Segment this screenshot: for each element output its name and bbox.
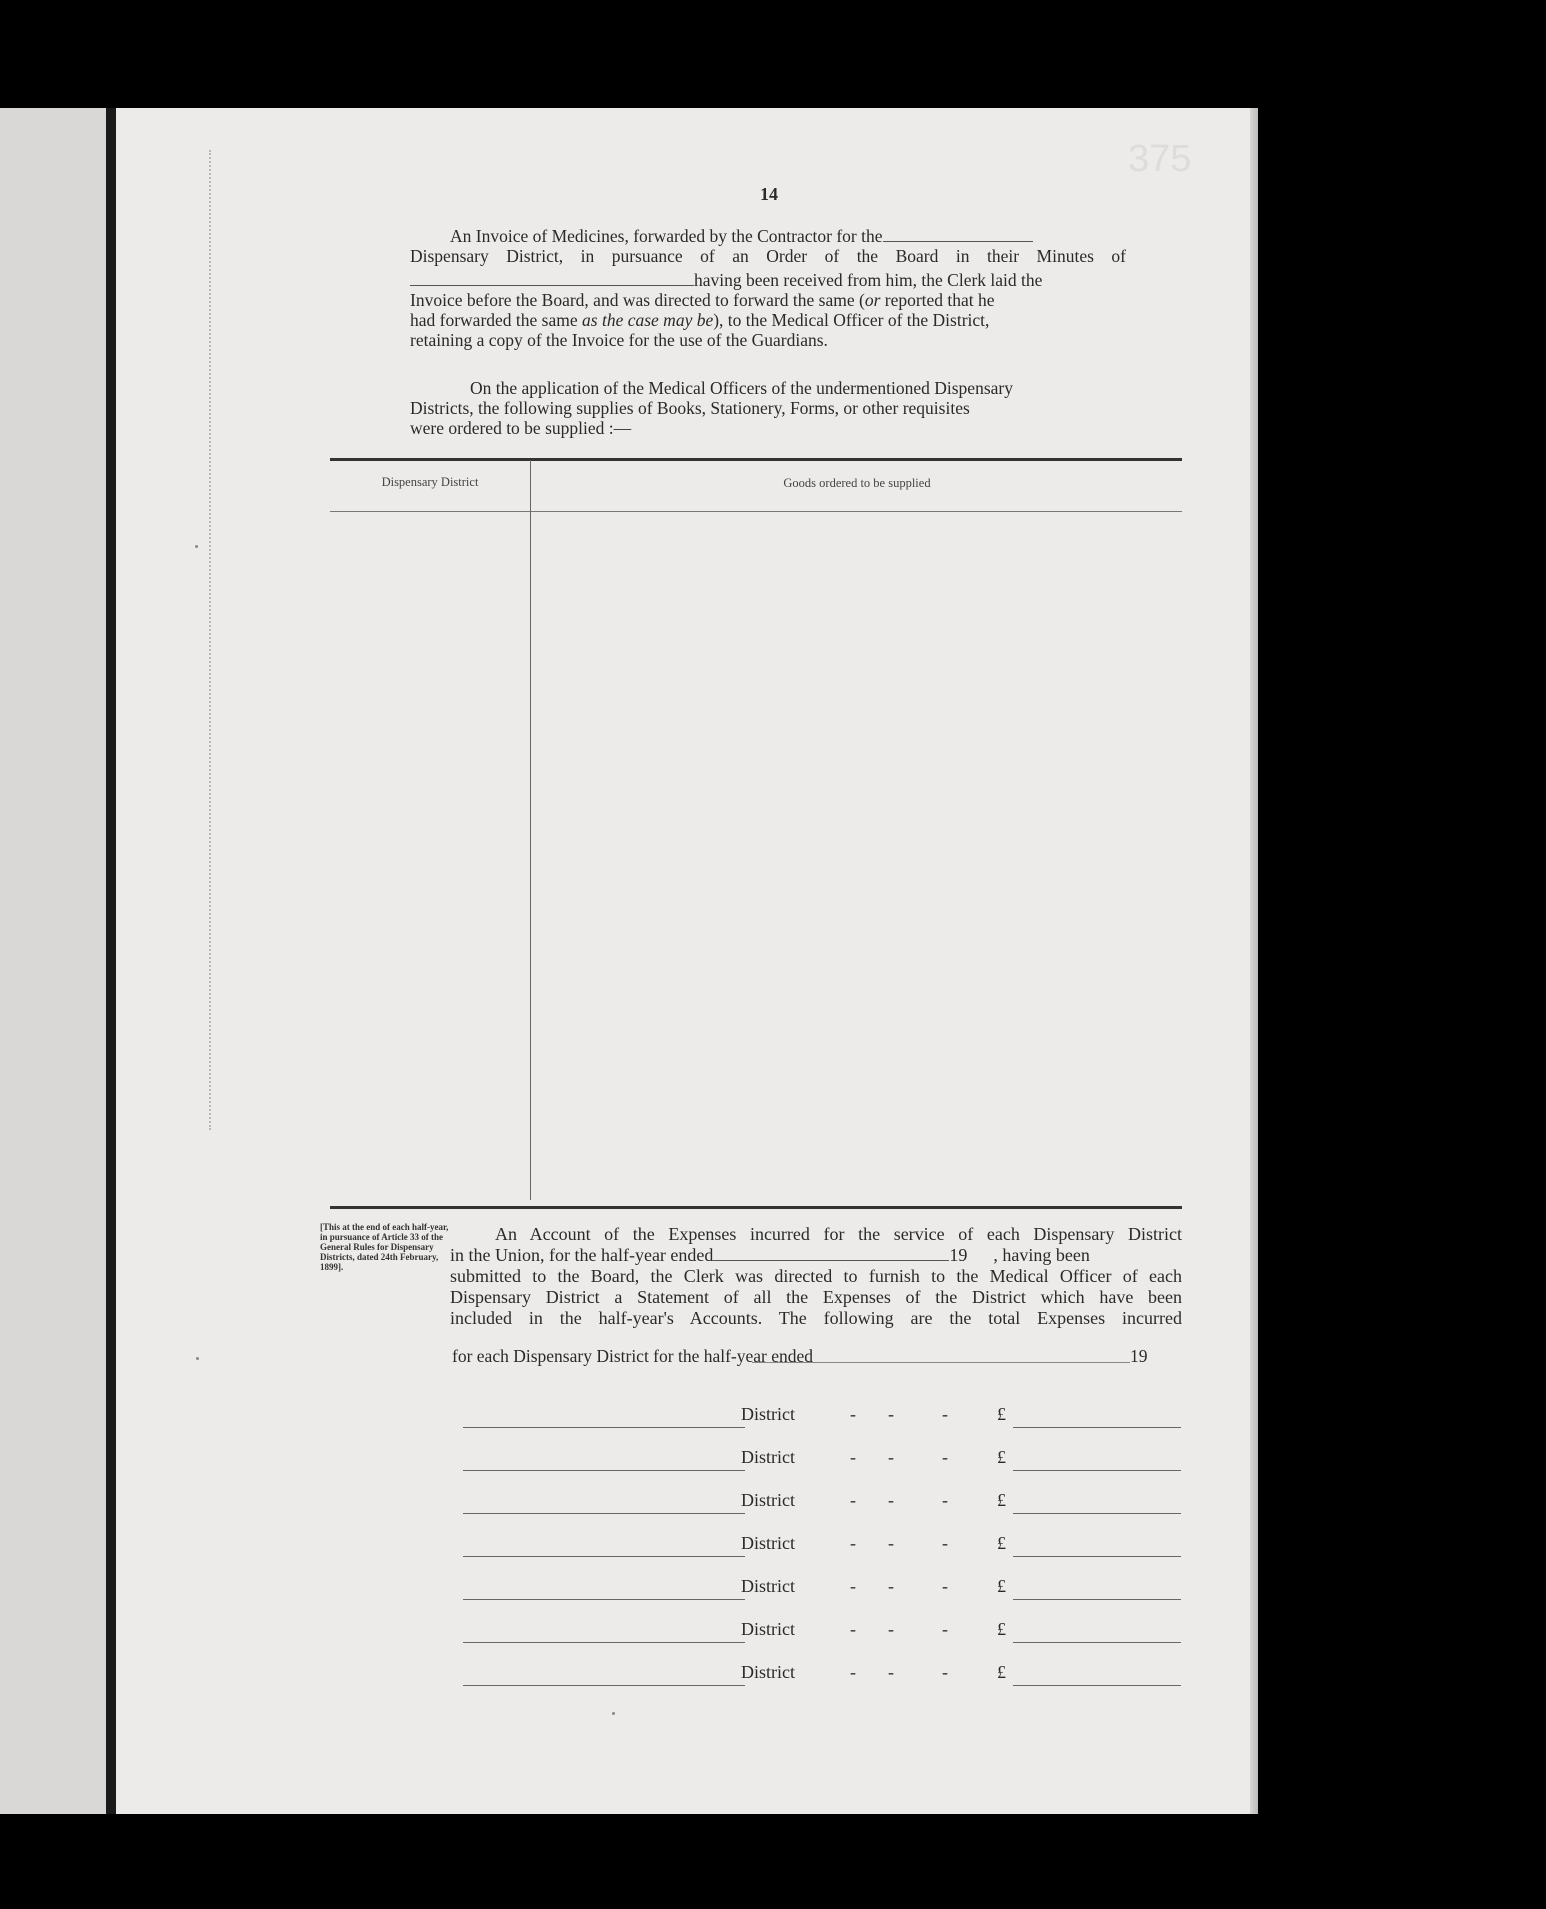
table-bottom-rule (330, 1206, 1182, 1209)
invoice-line-4a: Invoice before the Board, and was directed to forward the same ( (410, 290, 865, 310)
district-name-blank (463, 1470, 745, 1471)
invoice-line-2: Dispensary District, in pursuance of an Order of the Board in their Minutes of (410, 246, 1126, 266)
district-label: District (741, 1619, 795, 1639)
half-year-ended-blank-2 (752, 1362, 1130, 1363)
table-top-rule (330, 458, 1182, 461)
district-row (455, 1404, 1185, 1434)
account-line-1: An Account of the Expenses incurred for the service of each Dispensary District (495, 1224, 1182, 1244)
account-line-2a: in the Union, for the half-year ended (450, 1245, 714, 1265)
district-name-blank (463, 1599, 745, 1600)
amount-blank (1013, 1427, 1181, 1428)
leader-dash: - (850, 1404, 856, 1424)
table-column-divider (530, 460, 531, 1200)
minutes-date-blank (410, 271, 694, 286)
pound-sign: £ (997, 1404, 1006, 1424)
district-name-blank (463, 1556, 745, 1557)
pound-sign: £ (997, 1447, 1006, 1467)
perforation-line (209, 150, 211, 1130)
pound-sign: £ (997, 1576, 1006, 1596)
account-line-5: included in the half-year's Accounts. The following are the total Expenses incurred (450, 1308, 1182, 1328)
leader-dash: - (942, 1533, 948, 1553)
page-number: 14 (760, 184, 778, 204)
district-label: District (741, 1576, 795, 1596)
account-paragraph (450, 1224, 1182, 1329)
paper-speck (612, 1712, 615, 1715)
district-row (455, 1662, 1185, 1692)
leader-dash: - (850, 1576, 856, 1596)
invoice-line-5a: had forwarded the same (410, 310, 583, 330)
invoice-line-3: having been received from him, the Clerk laid the (694, 270, 1043, 290)
district-name-blank (463, 1642, 745, 1643)
leader-dash: - (888, 1404, 894, 1424)
amount-blank (1013, 1556, 1181, 1557)
application-line-1: On the application of the Medical Officers of the undermentioned Dispensary (470, 378, 1013, 398)
leader-dash: - (888, 1576, 894, 1596)
account-line-4: Dispensary District a Statement of all the Expenses of the District which have been (450, 1287, 1182, 1307)
district-label: District (741, 1404, 795, 1424)
leader-dash: - (888, 1447, 894, 1467)
district-label: District (741, 1662, 795, 1682)
district-label: District (741, 1490, 795, 1510)
leader-dash: - (850, 1447, 856, 1467)
ghost-page-number: 375 (1128, 138, 1192, 180)
pound-sign: £ (997, 1619, 1006, 1639)
amount-blank (1013, 1685, 1181, 1686)
account-line-2b: , having been (993, 1245, 1090, 1265)
pound-sign: £ (997, 1533, 1006, 1553)
book-gutter (106, 108, 116, 1814)
leader-dash: - (942, 1662, 948, 1682)
application-line-3: were ordered to be supplied :— (410, 418, 632, 438)
paper-speck (195, 545, 198, 548)
district-row (455, 1447, 1185, 1477)
invoice-line-5b: ), to the Medical Officer of the District, (713, 310, 990, 330)
district-row (455, 1576, 1185, 1606)
invoice-line-4-or: or (864, 290, 881, 310)
invoice-line-1: An Invoice of Medicines, forwarded by the Contractor for the (450, 226, 883, 246)
district-label: District (741, 1447, 795, 1467)
column-header-district: Dispensary District (381, 475, 479, 489)
leader-dash: - (942, 1619, 948, 1639)
amount-blank (1013, 1599, 1181, 1600)
district-row (455, 1533, 1185, 1563)
leader-dash: - (888, 1619, 894, 1639)
page-edge (1250, 108, 1258, 1814)
margin-note: [This at the end of each half-year, in pursuance of Article 33 of the General Rules for Dispensary Districts, dated 24th February, 1899]. (320, 1222, 449, 1272)
district-name-blank (463, 1513, 745, 1514)
paper-speck (196, 1357, 199, 1360)
district-row (455, 1490, 1185, 1520)
contractor-blank (883, 227, 1033, 242)
leader-dash: - (850, 1619, 856, 1639)
leader-dash: - (942, 1404, 948, 1424)
district-name-blank (463, 1427, 745, 1428)
application-paragraph (410, 378, 1124, 438)
invoice-line-5-italic: as the case may be (582, 310, 714, 330)
half-year-ended-blank (713, 1246, 949, 1261)
invoice-paragraph (410, 226, 1126, 350)
invoice-line-6: retaining a copy of the Invoice for the use of the Guardians. (410, 330, 828, 350)
column-header-goods: Goods ordered to be supplied (783, 476, 931, 490)
district-row (455, 1619, 1185, 1649)
leader-dash: - (942, 1447, 948, 1467)
pound-sign: £ (997, 1662, 1006, 1682)
amount-blank (1013, 1513, 1181, 1514)
leader-dash: - (850, 1662, 856, 1682)
leader-dash: - (942, 1490, 948, 1510)
leader-dash: - (888, 1490, 894, 1510)
leader-dash: - (942, 1576, 948, 1596)
district-name-blank (463, 1685, 745, 1686)
account-line-6: for each Dispensary District for the half-year ended (452, 1346, 814, 1366)
amount-blank (1013, 1470, 1181, 1471)
previous-page (0, 108, 107, 1814)
amount-blank (1013, 1642, 1181, 1643)
district-label: District (741, 1533, 795, 1553)
table-header-rule (330, 511, 1182, 512)
invoice-line-4b: reported that he (880, 290, 995, 310)
application-line-2: Districts, the following supplies of Books, Stationery, Forms, or other requisites (410, 398, 970, 418)
leader-dash: - (888, 1533, 894, 1553)
pound-sign: £ (997, 1490, 1006, 1510)
account-line-3: submitted to the Board, the Clerk was directed to furnish to the Medical Officer of each (450, 1266, 1182, 1286)
leader-dash: - (850, 1490, 856, 1510)
account-last-line (452, 1346, 1152, 1367)
leader-dash: - (888, 1662, 894, 1682)
account-line-2-year: 19 (949, 1245, 968, 1265)
leader-dash: - (850, 1533, 856, 1553)
account-line-6-year: 19 (1130, 1346, 1148, 1366)
